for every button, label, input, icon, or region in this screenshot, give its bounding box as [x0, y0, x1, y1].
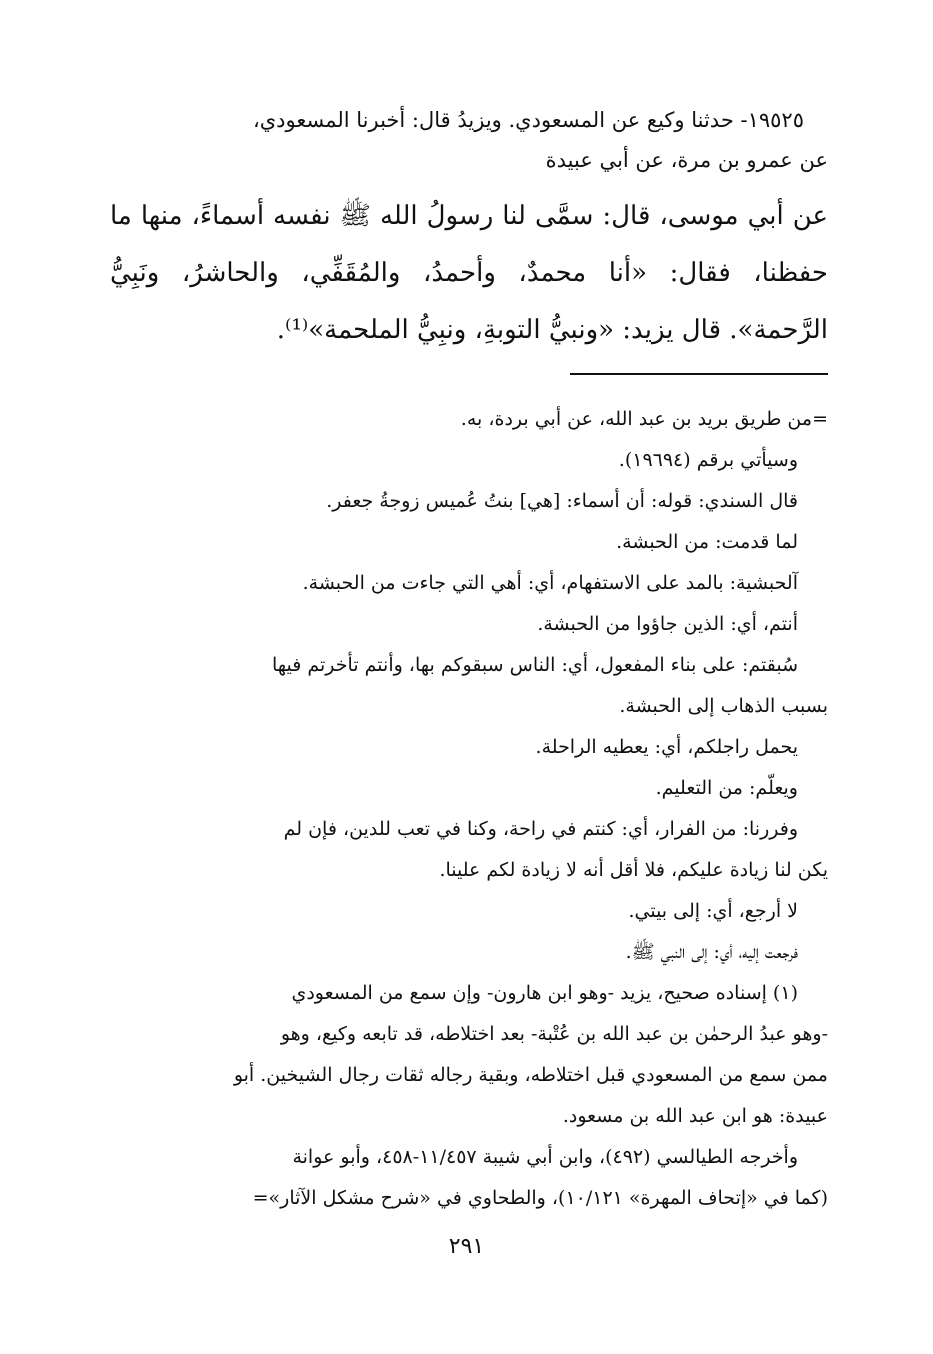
footnote-line: لما قدمت: من الحبشة.: [616, 531, 798, 553]
hadith-matn: عن أبي موسى، قال: سمَّى لنا رسولُ الله ﷺ نفسه أسماءً، منها ما حفظنا، فقال: «أنا محمدٌ، وأحمدُ، والمُقَفِّي، والحاشرُ، ونَبِيُّ الرَّحمة». قال يزيد: «ونبيُّ التوبةِ، ونبِيُّ الملحمة»⁽¹⁾.: [110, 201, 828, 345]
footnote-line: وسيأتي برقم (١٩٦٩٤).: [618, 449, 798, 471]
footnote-line: أنتم، أي: الذين جاؤوا من الحبشة.: [537, 613, 798, 635]
footnote-line: (كما في «إتحاف المهرة» ١٠/١٢١)، والطحاوي في «شرح مشكل الآثار»=: [252, 1187, 828, 1209]
footnote-line: -وهو عبدُ الرحمٰن بن عبد الله بن عُتْبة- بعد اختلاطه، قد تابعه وكيع، وهو: [280, 1023, 828, 1045]
page-number: ٢٩١: [448, 1234, 485, 1259]
footnote-line: ويعلّم: من التعليم.: [655, 777, 798, 799]
hadith-isnad-line-1-text: ١٩٥٢٥- حدثنا وكيع عن المسعودي. ويزيدُ قال: أخبرنا المسعودي،: [252, 108, 804, 132]
footnote-line: قال السندي: قوله: أن أسماء: [هي] بنتُ عُميس زوجةُ جعفر.: [326, 490, 798, 512]
footnote-line: عبيدة: هو ابن عبد الله بن مسعود.: [562, 1105, 828, 1127]
footnote-line: وفررنا: من الفرار، أي: كنتم في راحة، وكنا في تعب للدين، فإن لم: [283, 818, 798, 840]
footnote-line: وأخرجه الطيالسي (٤٩٢)، وابن أبي شيبة ١١/٤٥٧-٤٥٨، وأبو عوانة: [292, 1146, 798, 1168]
footnote-line: بسبب الذهاب إلى الحبشة.: [619, 695, 828, 717]
footnote-separator: [570, 373, 828, 375]
footnote-line: =من طريق بريد بن عبد الله، عن أبي بردة، به.: [460, 408, 828, 430]
footnote-line: ممن سمع من المسعودي قبل اختلاطه، وبقية رجاله ثقات رجال الشيخين. أبو: [233, 1064, 828, 1086]
footnote-line: آلحبشية: بالمد على الاستفهام، أي: أهي التي جاءت من الحبشة.: [302, 572, 798, 594]
footnote-line: (١) إسناده صحيح، يزيد -وهو ابن هارون- وإن سمع من المسعودي: [291, 982, 798, 1004]
footnote-line: لا أرجع، أي: إلى بيتي.: [628, 900, 798, 922]
hadith-isnad-line-2: عن عمرو بن مرة، عن أبي عبيدة: [545, 148, 828, 172]
footnote-line: فرجعت إليه، أي: إلى النبي ﷺ.: [625, 941, 798, 963]
document-page: [110, 100, 828, 1219]
hadith-isnad-line-1: [110, 100, 828, 140]
footnotes: [110, 399, 828, 1219]
footnote-line: سُبقتم: على بناء المفعول، أي: الناس سبقوكم بها، وأنتم تأخرتم فيها: [271, 654, 798, 676]
footnote-line: يحمل راجلكم، أي: يعطيه الراحلة.: [535, 736, 798, 758]
footnote-line: يكن لنا زيادة عليكم، فلا أقل أنه لا زيادة لكم علينا.: [439, 859, 828, 881]
